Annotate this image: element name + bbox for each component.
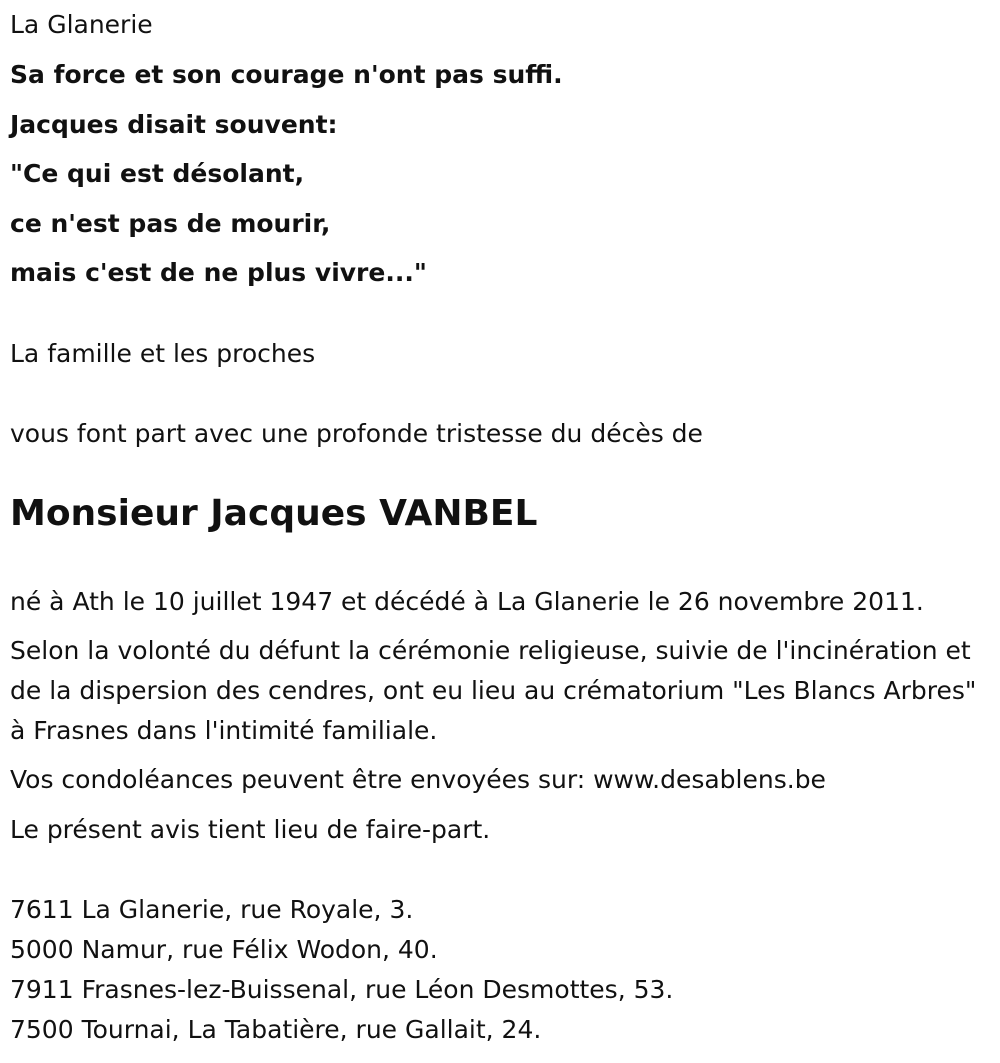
birth-death-line: né à Ath le 10 juillet 1947 et décédé à La Glanerie le 26 novembre 2011.	[10, 587, 924, 616]
address-line: 7911 Frasnes-lez-Buissenal, rue Léon Desmottes, 53.	[10, 975, 674, 1004]
address-line: 5000 Namur, rue Félix Wodon, 40.	[10, 935, 438, 964]
quote-line-5: mais c'est de ne plus vivre..."	[10, 258, 427, 287]
family-line: La famille et les proches	[10, 339, 316, 368]
quote-line-3: "Ce qui est désolant,	[10, 159, 305, 188]
notice-line: Le présent avis tient lieu de faire-part.	[10, 815, 491, 844]
quote-line-4: ce n'est pas de mourir,	[10, 209, 331, 238]
ceremony-paragraph: Selon la volonté du défunt la cérémonie religieuse, suivie de l'incinération et de la dispersion des cendres, ont eu lieu au crématorium "Les Blancs Arbres" à Frasnes dans l'intimité familiale.	[10, 636, 977, 745]
quote-line-2: Jacques disait souvent:	[10, 110, 338, 139]
quote-line-1: Sa force et son courage n'ont pas suffi.	[10, 60, 563, 89]
announcement-line: vous font part avec une profonde tristesse du décès de	[10, 419, 703, 448]
address-line: 7500 Tournai, La Tabatière, rue Gallait, 24.	[10, 1015, 542, 1044]
condolences-line: Vos condoléances peuvent être envoyées sur: www.desablens.be	[10, 765, 826, 794]
address-line: 7611 La Glanerie, rue Royale, 3.	[10, 895, 414, 924]
place-heading: La Glanerie	[10, 10, 153, 39]
address-list	[10, 890, 673, 1050]
deceased-name: Monsieur Jacques VANBEL	[10, 493, 538, 534]
